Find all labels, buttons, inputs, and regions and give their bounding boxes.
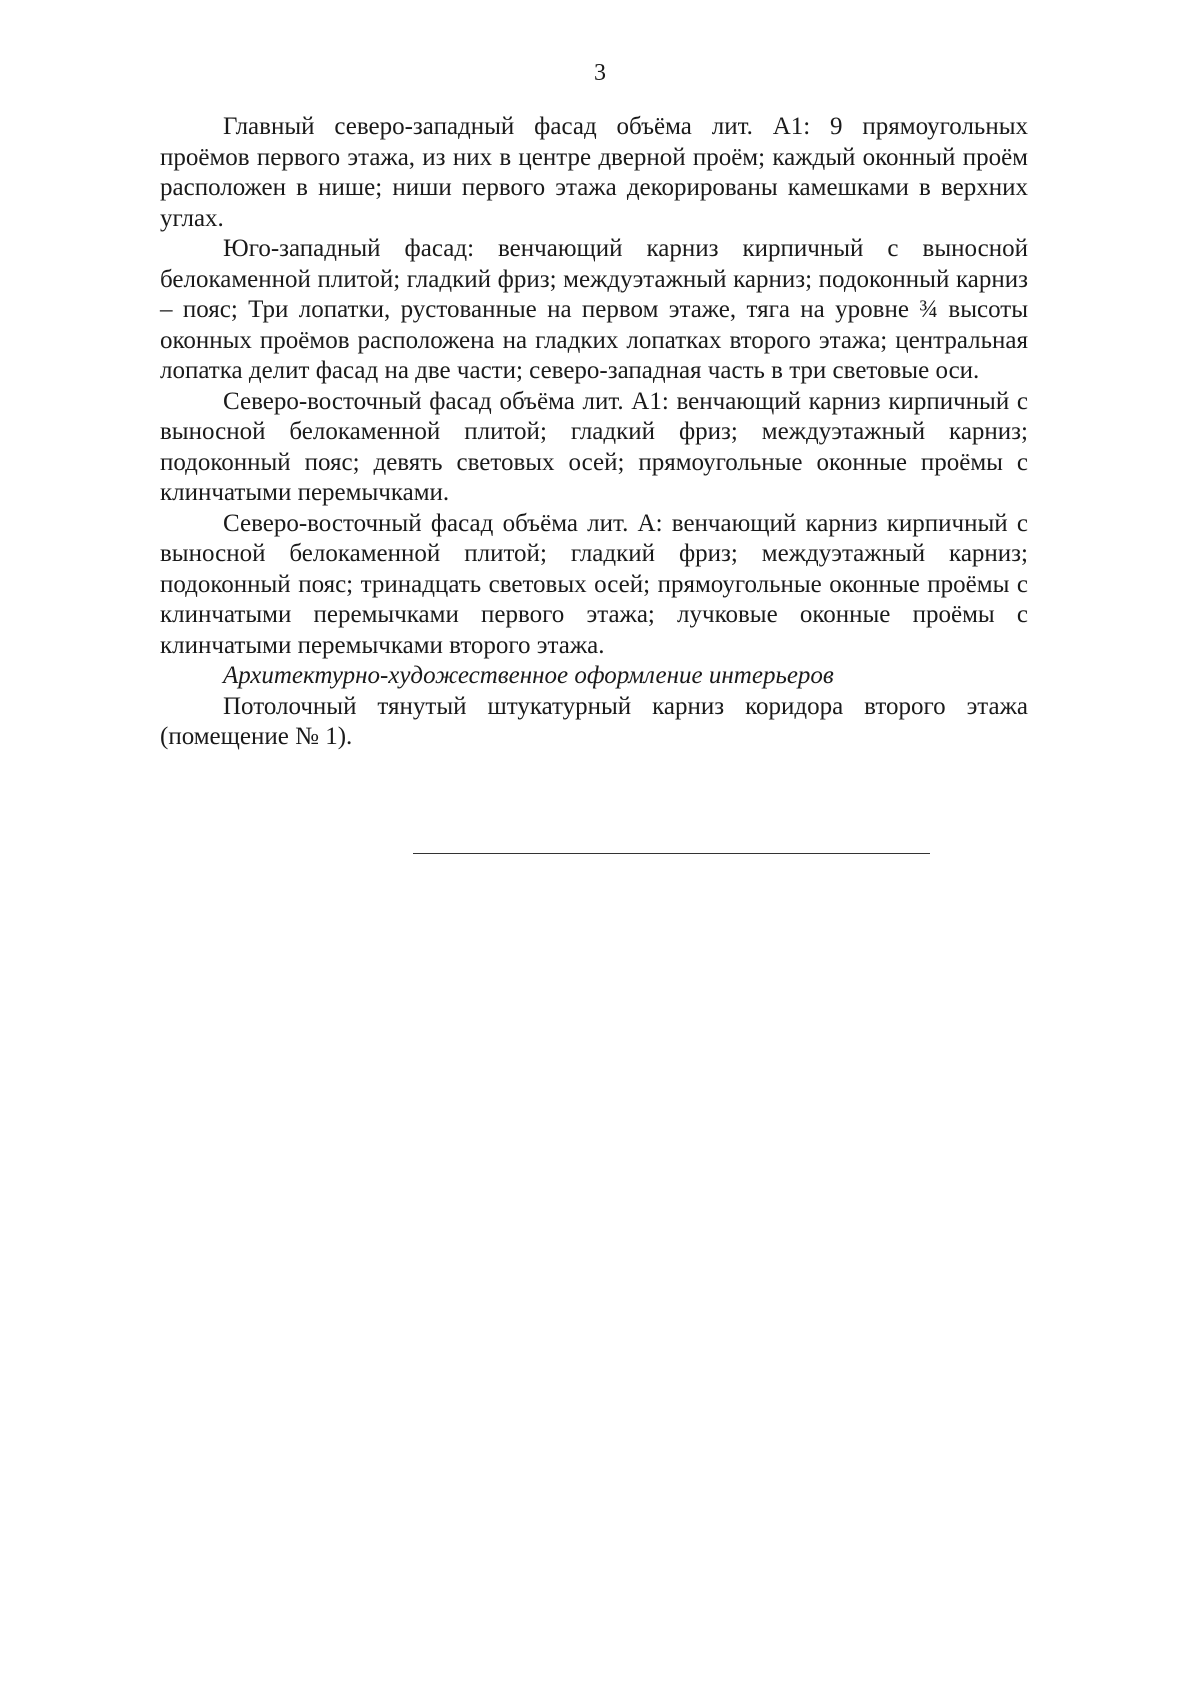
paragraph-interior-cornice: Потолочный тянутый штукатурный карниз коридора второго этажа (помещение № 1). — [160, 692, 1028, 750]
paragraph-northwest-facade: Главный северо-западный фасад объёма лит. А1: 9 прямоугольных проёмов первого этажа, из них в центре дверной проём; каждый оконный проём расположен в нише; ниши первого этажа декорированы камешками в верхних углах. — [160, 113, 1028, 232]
page-number: 3 — [594, 60, 606, 86]
end-separator-line — [413, 853, 930, 854]
paragraph-southwest-facade: Юго-западный фасад: венчающий карниз кирпичный с выносной белокаменной плитой; гладкий фриз; междуэтажный карниз; подоконный карниз – пояс; Три лопатки, рустованные на первом этаже, тяга на уровне ¾ высоты оконных проёмов расположена на гладких лопатках второго этажа; центральная лопатка делит фасад на две части; северо-западная часть в три световые оси. — [160, 235, 1028, 384]
section-heading-interiors: Архитектурно-художественное оформление интерьеров — [223, 662, 834, 689]
paragraph-northeast-facade-a1: Северо-восточный фасад объёма лит. А1: венчающий карниз кирпичный с выносной белокаменной плитой; гладкий фриз; междуэтажный карниз; подоконный пояс; девять световых осей; прямоугольные оконные проёмы с клинчатыми перемычками. — [160, 387, 1028, 506]
document-body — [160, 112, 1028, 753]
paragraph-northeast-facade-a: Северо-восточный фасад объёма лит. А: венчающий карниз кирпичный с выносной белокаменной плитой; гладкий фриз; междуэтажный карниз; подоконный пояс; тринадцать световых осей; прямоугольные оконные проёмы с клинчатыми перемычками первого этажа; лучковые оконные проёмы с клинчатыми перемычками второго этажа. — [160, 509, 1028, 659]
